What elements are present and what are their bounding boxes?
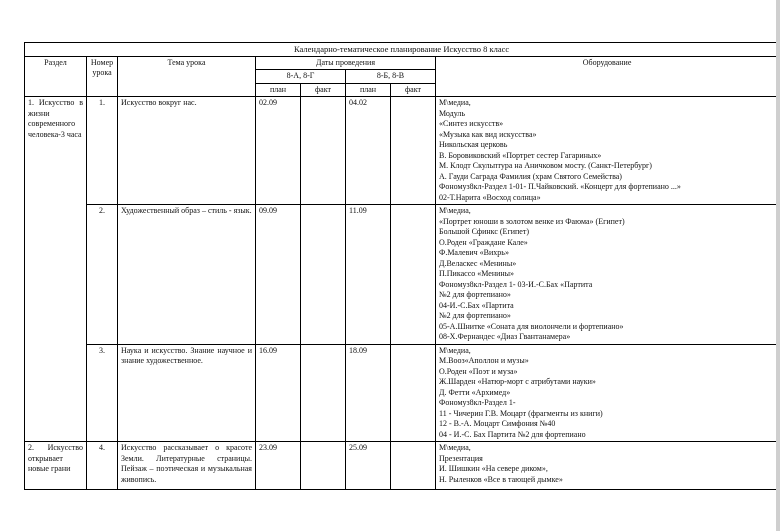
- equipment-line: 11 - Чичерин Г.В. Моцарт (фрагменты из книги): [439, 408, 603, 418]
- equipment-line: 04-И.-С.Бах «Партита: [439, 300, 514, 310]
- equipment-line: №2 для фортепиано»: [439, 311, 511, 320]
- equipment-line: М\медиа,: [439, 206, 471, 215]
- equipment-line: Фономуз8кл-Раздел 1- 03-И.-С.Бах «Партита: [439, 279, 593, 289]
- equipment-line: М.Вооз«Аполлон и музы»: [439, 356, 529, 365]
- equipment-line: Д.Веласкес «Менины»: [439, 258, 517, 268]
- equipment-line: О.Роден «Граждане Кале»: [439, 237, 528, 247]
- fact-date-1: [301, 97, 346, 205]
- header-lesson-number: Номер урока: [87, 56, 118, 97]
- section-cell: 1. Искусство в жизни современного человека-3 часа: [25, 97, 87, 442]
- equipment-line: А. Гауди Саграда Фамилия (храм Святого Семейства): [439, 171, 622, 181]
- equipment-line: Никольская церковь: [439, 140, 508, 149]
- header-equipment: Оборудование: [436, 56, 779, 97]
- fact-date-1: [301, 442, 346, 490]
- equipment-line: Н. Рыленков «Все в тающей дымке»: [439, 474, 563, 484]
- plan-date-2: 04.02: [346, 97, 391, 205]
- fact-date-2: [391, 344, 436, 442]
- lesson-number: 2.: [87, 205, 118, 345]
- equipment-line: №2 для фортепиано»: [439, 290, 511, 299]
- equipment-line: Ф.Малевич «Вихрь»: [439, 248, 509, 257]
- equipment-line: Фономуз8кл-Раздел 1-: [439, 398, 516, 407]
- equipment-line: П.Пикассо «Менины»: [439, 269, 515, 278]
- header-topic: Тема урока: [118, 56, 256, 97]
- table-row: [25, 344, 779, 442]
- equipment-line: «Портрет юноши в золотом венке из Фаюма» (Египет): [439, 216, 625, 226]
- equipment-line: Ж.Шарден «Натюр-морт с атрибутами науки»: [439, 377, 596, 386]
- lesson-number: 1.: [87, 97, 118, 205]
- table-row: [25, 205, 779, 345]
- planning-table: [24, 42, 779, 490]
- plan-date-1: 02.09: [256, 97, 301, 205]
- equipment-line: Д. Фетти «Архимед»: [439, 387, 511, 397]
- plan-date-2: 11.09: [346, 205, 391, 345]
- equipment-line: Модуль: [439, 108, 466, 118]
- header-dates: Даты проведения: [256, 56, 436, 70]
- fact-date-1: [301, 205, 346, 345]
- equipment-cell: [436, 442, 779, 490]
- equipment-line: Фономуз8кл-Раздел 1-01- П.Чайковский. «Концерт для фортепиано ...»: [439, 182, 681, 191]
- equipment-line: В. Боровиковский «Портрет сестер Гагариных»: [439, 150, 602, 160]
- equipment-line: Большой Сфинкс (Египет): [439, 227, 529, 236]
- fact-date-1: [301, 344, 346, 442]
- equipment-line: М. Клодт Скульптура на Аничковом мосту. (Санкт-Петербург): [439, 161, 652, 170]
- equipment-line: 05-А.Шнитке «Соната для виолончели и фортепиано»: [439, 321, 624, 331]
- section-cell: 2. Искусство открывает новые грани: [25, 442, 87, 490]
- table-row: [25, 97, 779, 205]
- fact-date-2: [391, 97, 436, 205]
- equipment-line: «Музыка как вид искусства»: [439, 129, 537, 139]
- plan-date-1: 09.09: [256, 205, 301, 345]
- header-group-2: 8-Б, 8-В: [346, 70, 436, 84]
- page-edge: [776, 0, 780, 531]
- equipment-line: Презентация: [439, 453, 483, 463]
- fact-date-2: [391, 442, 436, 490]
- header-group-1: 8-А, 8-Г: [256, 70, 346, 84]
- equipment-line: И. Шишкин «На севере диком»,: [439, 464, 548, 473]
- equipment-line: 02-Т.Нарита «Восход солнца»: [439, 192, 541, 202]
- equipment-line: «Синтез искусств»: [439, 119, 504, 128]
- equipment-cell: [436, 344, 779, 442]
- equipment-line: 12 - В.-А. Моцарт Симфония №40: [439, 419, 556, 428]
- lesson-topic: Наука и искусство. Знание научное и знание художественное.: [118, 344, 256, 442]
- lesson-topic: Художественный образ – стиль - язык.: [118, 205, 256, 345]
- equipment-cell: [436, 97, 779, 205]
- header-plan-1: план: [256, 83, 301, 97]
- plan-date-1: 23.09: [256, 442, 301, 490]
- equipment-line: О.Роден «Поэт и муза»: [439, 366, 518, 376]
- equipment-line: 08-Х.Фернандес «Диаз Гвантанамера»: [439, 332, 571, 341]
- lesson-number: 4.: [87, 442, 118, 490]
- header-section: Раздел: [25, 56, 87, 97]
- equipment-line: 04 - И.-С. Бах Партита №2 для фортепиано: [439, 429, 586, 439]
- header-plan-2: план: [346, 83, 391, 97]
- lesson-number: 3.: [87, 344, 118, 442]
- plan-date-1: 16.09: [256, 344, 301, 442]
- equipment-cell: [436, 205, 779, 345]
- lesson-topic: Искусство вокруг нас.: [118, 97, 256, 205]
- header-fact-1: факт: [301, 83, 346, 97]
- fact-date-2: [391, 205, 436, 345]
- table-row: [25, 442, 779, 490]
- plan-date-2: 25.09: [346, 442, 391, 490]
- table-title: Календарно-тематическое планирование Искусство 8 класс: [25, 43, 779, 57]
- header-fact-2: факт: [391, 83, 436, 97]
- equipment-line: М\медиа,: [439, 443, 471, 452]
- equipment-line: М\медиа,: [439, 345, 471, 355]
- lesson-topic: Искусство рассказывает о красоте Земли. Литературные страницы. Пейзаж – поэтическая и музыкальная живопись.: [118, 442, 256, 490]
- plan-date-2: 18.09: [346, 344, 391, 442]
- equipment-line: М\медиа,: [439, 98, 471, 107]
